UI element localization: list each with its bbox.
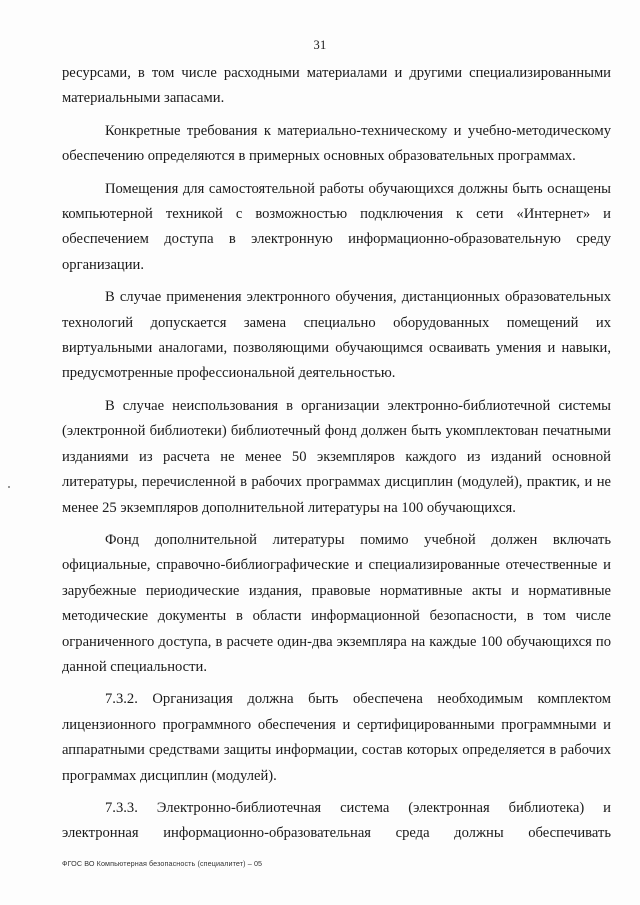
paragraph-requirements: Конкретные требования к материально-техническому и учебно-методическому обеспечению определяются в примерных основных образовательных программах. <box>62 122 611 165</box>
paragraph-additional-literature: Фонд дополнительной литературы помимо учебной должен включать официальные, справочно-библиографические и специализированные отечественные и зарубежные периодические издания, правовые нормативные акты и нормативные методические документы в области информационной безопасности, в том числе ограниченного доступа, в расчете один-два экземпляра на каждые 100 обучающихся по данной специальности. <box>62 531 611 675</box>
paragraph-premises: Помещения для самостоятельной работы обучающихся должны быть оснащены компьютерной техникой с возможностью подключения к сети «Интернет» и обеспечением доступа в электронную информационно-образовательную среду организации. <box>62 180 611 273</box>
paragraph-e-learning: В случае применения электронного обучения, дистанционных образовательных технологий допускается замена специально оборудованных помещений их виртуальными аналогами, позволяющими обучающимся осваивать умения и навыки, предусмотренные профессиональной деятельностью. <box>62 289 611 382</box>
paragraph-7-3-2: 7.3.2. Организация должна быть обеспечена необходимым комплектом лицензионного программного обеспечения и сертифицированными программными и аппаратными средствами защиты информации, состав которых определяется в рабочих программах дисциплин (модулей). <box>62 691 611 784</box>
paragraph-library-fund: В случае неиспользования в организации электронно-библиотечной системы (электронной библиотеки) библиотечный фонд должен быть укомплектован печатными изданиями из расчета не менее 50 экземпляров каждого из изданий основной литературы, перечисленной в рабочих программах дисциплин (модулей), практик, и не менее 25 экземпляров дополнительной литературы на 100 обучающихся. <box>62 397 611 516</box>
scan-speck <box>8 486 10 488</box>
document-body <box>62 61 611 847</box>
page-number: 31 <box>313 38 327 52</box>
paragraph-continuation: ресурсами, в том числе расходными материалами и другими специализированными материальными запасами. <box>62 65 611 107</box>
page-footer: ФГОС ВО Компьютерная безопасность (специалитет) – 05 <box>62 859 263 868</box>
paragraph-7-3-3: 7.3.3. Электронно-библиотечная система (электронная библиотека) и электронная информационно-образовательная среда должны обеспечивать <box>62 799 611 842</box>
